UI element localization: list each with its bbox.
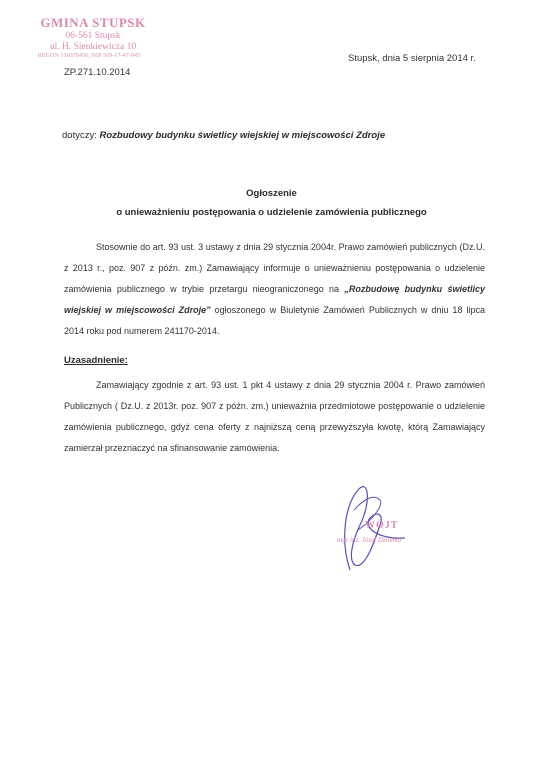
notice-title: Ogłoszenie [246,188,297,199]
subject-line [62,130,385,141]
subject-text: Rozbudowy budynku świetlicy wiejskiej w miejscowości Zdroje [99,130,386,141]
stamp-street: ul. H. Sienkiewicza 10 [49,41,137,52]
stamp-title: GMINA STUPSK [40,15,146,30]
signature-stamp-title: WÓJT [365,520,399,531]
signature-stamp-name: mgr inż. Józef Dziubko [337,536,402,544]
stamp-postal: 06-561 Stupsk [65,30,121,41]
paragraph-announcement-start: Stosownie do art. 93 ust. 3 ustawy z dnia 29 stycznia 2004r. Prawo zamówień publicznych (Dz.U. z 2013 r., poz. 907 z późn. zm.) Zamawiający informuje o unieważnieniu postępowania o udzielenie zamówienia publicznego w trybie przetargu nieograniczonego na [64,242,485,294]
paragraph-announcement [64,237,485,342]
stamp-regon: REGON 130378456, NIP 569-17-47-045 [37,52,141,59]
place-and-date: Stupsk, dnia 5 sierpnia 2014 r. [348,53,476,64]
notice-subtitle: o unieważnieniu postępowania o udzielenie zamówienia publicznego [116,207,427,218]
paragraph-announcement-end: ogłoszonego w Biuletynie Zamówień Publicznych w dniu 18 lipca 2014 roku pod numerem 241170-2014. [64,305,485,336]
justification-heading: Uzasadnienie: [64,355,128,366]
paragraph-justification: Zamawiający zgodnie z art. 93 ust. 1 pkt 4 ustawy z dnia 29 stycznia 2004 r. Prawo zamówień Publicznych ( Dz.U. z 2013r. poz. 907 z późn. zm.) unieważnia przedmiotowe postępowanie o udzielenie zamówienia publicznego, gdyż cena oferty z najniższą ceną przewyższyła kwotę, którą Zamawiający zamierzał przeznaczyć na sfinansowanie zamówienia. [64,380,485,453]
subject-label: dotyczy: [62,130,97,141]
tender-name: „Rozbudowę budynku świetlicy wiejskiej w miejscowości Zdroje” [64,284,485,315]
reference-number: ZP.271.10.2014 [64,67,131,78]
municipality-stamp [33,16,153,60]
